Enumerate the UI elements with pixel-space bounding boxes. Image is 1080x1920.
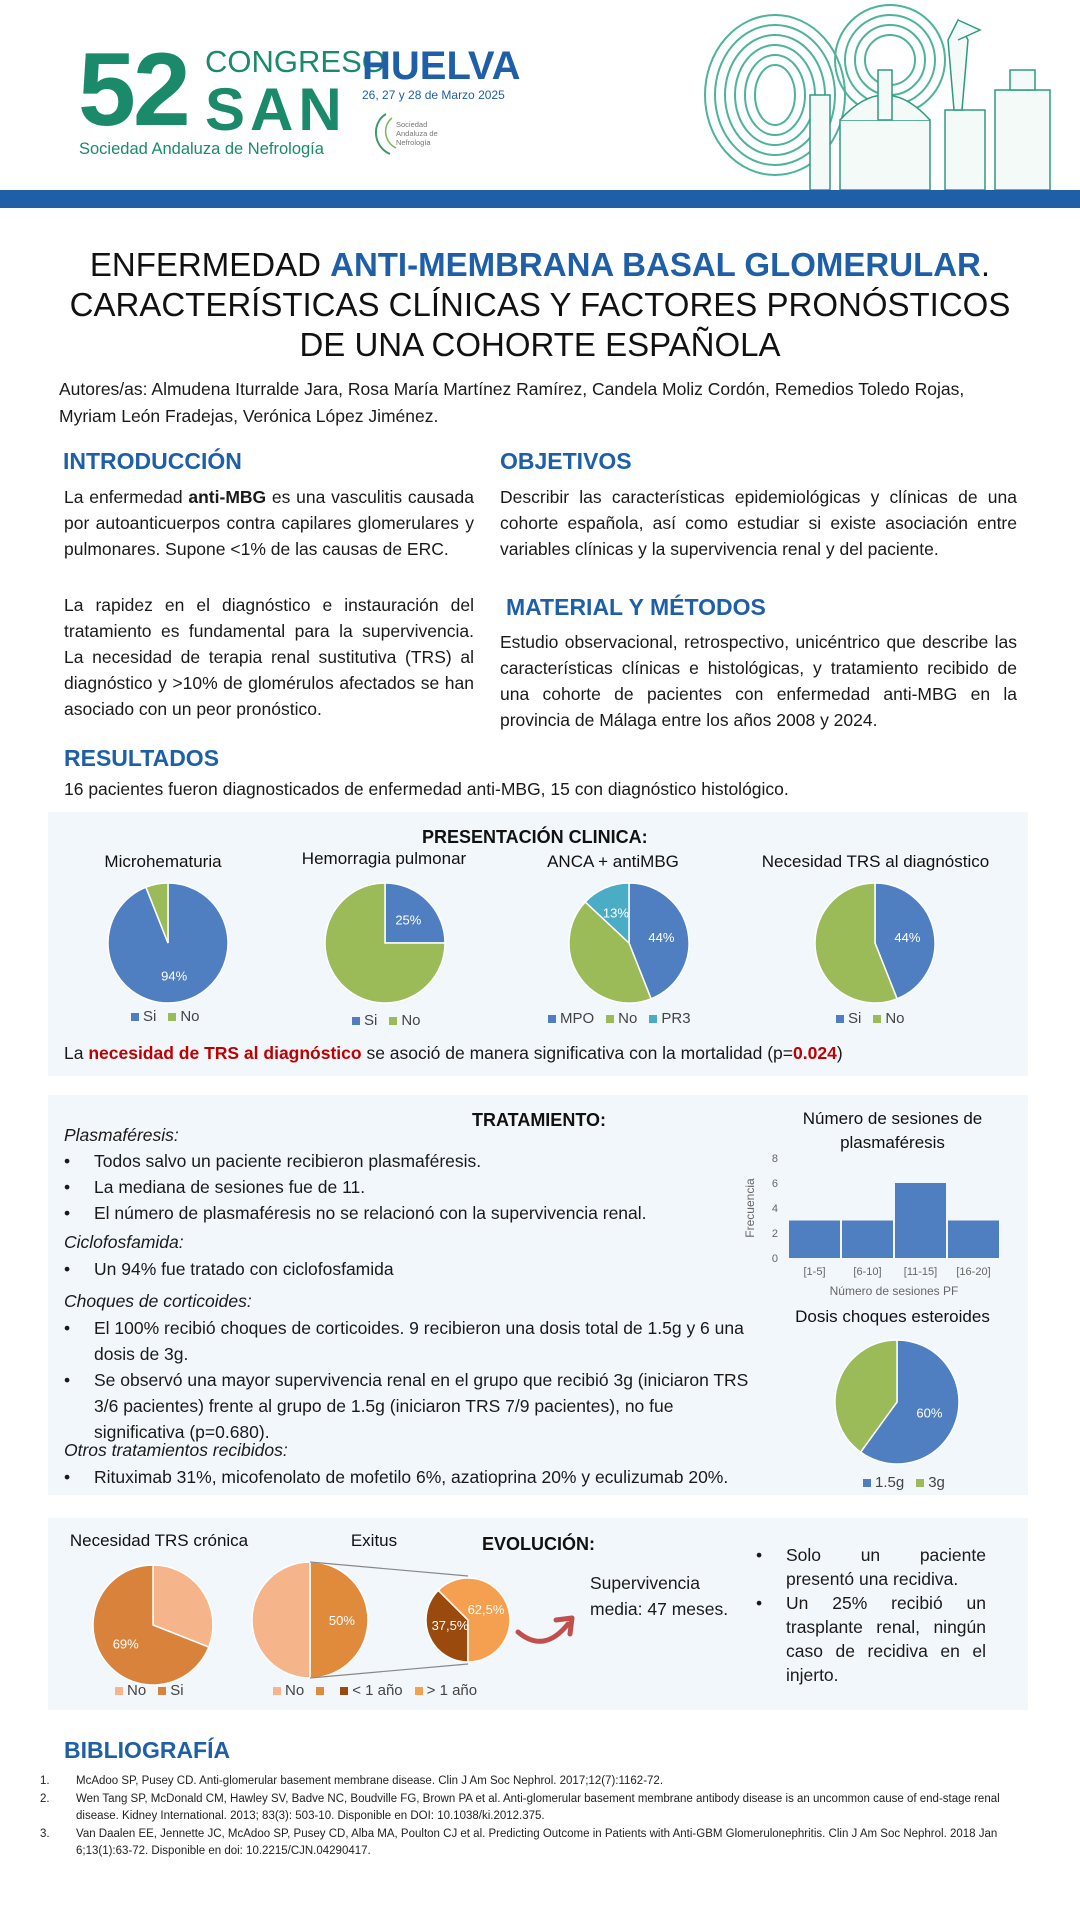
legend-item: [115, 1682, 146, 1699]
legend-item: [916, 1474, 945, 1491]
list-item: • Solo un paciente presentó una recidiva.: [756, 1543, 986, 1591]
list-item: 2. Wen Tang SP, McDonald CM, Hawley SV, Badve NC, Boudville FG, Brown PA et al. Anti-glomerular basement membrane antibody disease is an uncommon cause of end-stage renal disease. Kidney International. 2013; 83(3): 503-10. Disponible en DOI: 10.1038/ki.2012.375.: [40, 1792, 1000, 1822]
hemorragia-pie-chart: [323, 881, 447, 1005]
legend-label: No: [618, 1010, 638, 1027]
legend-item: [415, 1682, 477, 1699]
trs-cronica-pie-chart: [91, 1563, 215, 1687]
intro-p2: La rapidez en el diagnóstico e instauración del tratamiento es fundamental para la supervivencia. La necesidad de terapia renal sustitutiva (TRS) al diagnóstico y >10% de glomérulos afectados se han asociado con un peor pronóstico.: [64, 595, 474, 719]
poster-title: ENFERMEDAD ANTI-MEMBRANA BASAL GLOMERULAR. CARACTERÍSTICAS CLÍNICAS Y FACTORES PRONÓSTICOS DE UNA COHORTE ESPAÑOLA: [69, 246, 1011, 363]
legend-label: No: [285, 1682, 305, 1699]
legend-swatch: [115, 1687, 123, 1695]
y-tick-label: 4: [771, 1203, 778, 1215]
plasma-heading: Plasmaféresis:: [64, 1125, 179, 1145]
y-tick-label: 0: [771, 1253, 778, 1265]
evolucion-list: [756, 1543, 986, 1687]
bar-1: [842, 1221, 893, 1259]
survival-text: Supervivencia media: 47 meses.: [590, 1573, 729, 1619]
header-band: [0, 190, 1080, 208]
sesiones-bar-chart: [740, 1150, 1010, 1310]
arrow-icon: [512, 1608, 582, 1648]
legend-item: [352, 1012, 377, 1029]
y-tick-label: 8: [771, 1153, 778, 1165]
microhematuria-pie-chart: [106, 881, 230, 1005]
legend-label: Si: [170, 1682, 184, 1699]
otros-list: [64, 1464, 784, 1490]
exitus-sub-label-lt1: 37,5%: [431, 1618, 469, 1633]
bibliografia-title: BIBLIOGRAFÍA: [64, 1737, 231, 1763]
legend-swatch: [158, 1687, 166, 1695]
microhematuria-title: Microhematuria: [104, 852, 222, 871]
legend-swatch: [352, 1017, 360, 1025]
list-item: • Rituximab 31%, micofenolato de mofetilo 6%, azatioprina 20% y eculizumab 20%.: [64, 1464, 784, 1490]
poster-header: [0, 0, 1080, 190]
y-tick-label: 2: [771, 1228, 778, 1240]
anca-legend: [548, 1010, 703, 1027]
cortico-list: [64, 1315, 754, 1445]
legend-swatch: [873, 1015, 881, 1023]
legend-item: [340, 1682, 402, 1699]
legend-item: [873, 1010, 904, 1027]
list-item: 3. Van Daalen EE, Jennette JC, McAdoo SP, Pusey CD, Alba MA, Poulton CJ et al. Predicting Outcome in Patients with Anti-GBM Glomerulonephritis. Clin J Am Soc Nephrol. 2018 Jan 6;13(1):63-72. Disponible en doi: 10.2215/CJN.04290417.: [40, 1827, 998, 1857]
society-name: Sociedad Andaluza de Nefrología: [79, 140, 324, 158]
congress-dates: 26, 27 y 28 de Marzo 2025: [362, 88, 505, 102]
pie2-data-label-2: 13%: [602, 905, 629, 921]
presentacion-note: La necesidad de TRS al diagnóstico se asoció de manera significativa con la mortalidad (p=0.024): [64, 1043, 843, 1063]
trs-cronica-legend: [115, 1682, 196, 1699]
legend-label: > 1 año: [426, 1682, 478, 1699]
legend-label: PR3: [661, 1010, 691, 1027]
dosis-legend: [863, 1474, 957, 1491]
legend-swatch: [316, 1687, 324, 1695]
list-item: • Un 94% fue tratado con ciclofosfamida: [64, 1256, 754, 1282]
x-tick-label: [16-20]: [956, 1266, 991, 1278]
y-axis-label: Frecuencia: [743, 1178, 757, 1238]
title-highlight: ANTI-MEMBRANA BASAL GLOMERULAR: [330, 246, 981, 283]
legend-item: [316, 1682, 328, 1699]
legend-item: [606, 1010, 637, 1027]
congress-name: SAN: [205, 76, 347, 143]
authors: Autores/as: Almudena Iturralde Jara, Rosa María Martínez Ramírez, Candela Moliz Cordón, Remedios Toledo Rojas, Myriam León Fradejas, Verónica López Jiménez.: [59, 379, 965, 426]
legend-swatch: [649, 1015, 657, 1023]
bar-3: [948, 1221, 999, 1259]
list-item: • Un 25% recibió un trasplante renal, ningún caso de recidiva en el injerto.: [756, 1591, 986, 1687]
legend-item: [158, 1682, 183, 1699]
legend-label: Si: [848, 1010, 862, 1027]
list-item: • Todos salvo un paciente recibieron plasmaféresis.: [64, 1148, 754, 1174]
sesiones-chart-title: Número de sesiones de plasmaféresis: [802, 1109, 983, 1152]
legend-swatch: [273, 1687, 281, 1695]
legend-swatch: [606, 1015, 614, 1023]
exitus-data-label: 50%: [328, 1613, 355, 1628]
legend-swatch: [415, 1687, 423, 1695]
dosis-chart-title: Dosis choques esteroides: [795, 1307, 990, 1326]
legend-swatch: [389, 1017, 397, 1025]
intro-title: INTRODUCCIÓN: [63, 448, 242, 474]
list-item: • El número de plasmaféresis no se relacionó con la supervivencia renal.: [64, 1200, 754, 1226]
legend-label: 1.5g: [875, 1474, 905, 1491]
ciclo-heading: Ciclofosfamida:: [64, 1232, 184, 1252]
y-tick-label: 6: [771, 1178, 778, 1190]
list-item: 1. McAdoo SP, Pusey CD. Anti-glomerular basement membrane disease. Clin J Am Soc Nephrol. 2017;12(7):1162-72.: [40, 1775, 664, 1787]
pie3-data-label-0: 44%: [894, 929, 921, 945]
legend-item: [168, 1008, 199, 1025]
legend-label: 3g: [928, 1474, 945, 1491]
plasma-list: [64, 1148, 754, 1226]
tratamiento-title: TRATAMIENTO:: [472, 1110, 606, 1130]
x-axis-label: Número de sesiones PF: [829, 1284, 959, 1298]
exitus-slice-no: [252, 1562, 310, 1678]
hemorragia-title: Hemorragia pulmonar: [301, 849, 467, 868]
hemorragia-legend: [352, 1012, 433, 1029]
list-item: • La mediana de sesiones fue de 11.: [64, 1174, 754, 1200]
legend-item: [649, 1010, 690, 1027]
resultados-title: RESULTADOS: [64, 745, 220, 771]
legend-item: [863, 1474, 904, 1491]
legend-swatch: [340, 1687, 348, 1695]
dosis-pie-chart: [833, 1338, 961, 1466]
legend-item: [389, 1012, 420, 1029]
x-tick-label: [6-10]: [853, 1266, 882, 1278]
metodos-text: Estudio observacional, retrospectivo, unicéntrico que describe las características clínicas e histológicas, y tratamiento recibido de una cohorte de pacientes con enfermedad anti-MBG en la provincia de Málaga entre los años 2008 y 2024.: [500, 632, 1017, 730]
x-tick-label: [11-15]: [903, 1266, 938, 1278]
exitus-sub-label-gt1: 62,5%: [467, 1602, 505, 1617]
legend-label: No: [885, 1010, 905, 1027]
metodos-title: MATERIAL Y MÉTODOS: [506, 594, 766, 620]
legend-label: < 1 año: [352, 1682, 403, 1699]
legend-label: No: [401, 1012, 421, 1029]
exitus-title: Exitus: [350, 1531, 398, 1550]
ciclo-list: [64, 1256, 754, 1282]
mini-logo-text: Sociedad Andaluza de Nefrología: [396, 120, 438, 147]
trs-diag-legend: [836, 1010, 917, 1027]
legend-label: No: [127, 1682, 147, 1699]
huelva-monuments-illustration: [690, 0, 1080, 190]
pie6-data-label-1: 69%: [112, 1636, 139, 1652]
objetivos-title: OBJETIVOS: [500, 448, 632, 474]
legend-item: [131, 1008, 156, 1025]
objetivos-text: Describir las características epidemiológicas y clínicas de una cohorte española, así como estudiar si existe asociación entre variables clínicas y la supervivencia renal y del paciente.: [500, 487, 1017, 559]
congress-city: HUELVA: [362, 44, 521, 88]
x-tick-label: [1-5]: [803, 1266, 826, 1278]
list-item: • El 100% recibió choques de corticoides. 9 recibieron una dosis total de 1.5g y 6 una dosis de 3g.: [64, 1315, 754, 1367]
anca-title: ANCA + antiMBG: [547, 852, 679, 871]
evolucion-title: EVOLUCIÓN:: [482, 1534, 596, 1554]
bar-0: [789, 1221, 840, 1259]
presentacion-title: PRESENTACIÓN CLINICA:: [422, 827, 648, 847]
legend-swatch: [836, 1015, 844, 1023]
bar-2: [895, 1183, 946, 1258]
congress-number: 52: [78, 32, 188, 148]
congress-word: CONGRESO: [205, 44, 386, 79]
trs-diag-title: Necesidad TRS al diagnóstico: [761, 852, 990, 871]
list-item: • Se observó una mayor supervivencia renal en el grupo que recibió 3g (iniciaron TRS 3/6 pacientes) frente al grupo de 1.5g (iniciaron TRS 7/9 pacientes), no fue significativa (p=0.680).: [64, 1367, 754, 1445]
legend-swatch: [916, 1479, 924, 1487]
cortico-heading: Choques de corticoides:: [64, 1291, 252, 1311]
pie1-data-label-0: 25%: [395, 912, 422, 928]
legend-swatch: [131, 1013, 139, 1021]
pie0-data-label-0: 94%: [161, 968, 188, 984]
legend-item: [548, 1010, 594, 1027]
legend-label: MPO: [560, 1010, 595, 1027]
legend-label: No: [180, 1008, 200, 1025]
legend-swatch: [863, 1479, 871, 1487]
intro-p1: La enfermedad anti-MBG es una vasculitis causada por autoanticuerpos contra capilares glomerulares y pulmonares. Supone <1% de las causas de ERC.: [64, 487, 474, 559]
trs-cronica-title: Necesidad TRS crónica: [69, 1531, 249, 1550]
bibliografia-list: [40, 1773, 1000, 1861]
legend-swatch: [548, 1015, 556, 1023]
exitus-legend: [273, 1682, 489, 1699]
pie2-data-label-0: 44%: [648, 929, 675, 945]
resultados-intro: 16 pacientes fueron diagnosticados de enfermedad anti-MBG, 15 con diagnóstico histológico.: [64, 779, 789, 799]
legend-item: [273, 1682, 304, 1699]
anca-pie-chart: [567, 881, 691, 1005]
microhematuria-legend: [131, 1008, 212, 1025]
legend-label: Si: [143, 1008, 157, 1025]
otros-heading: Otros tratamientos recibidos:: [64, 1440, 288, 1460]
legend-swatch: [168, 1013, 176, 1021]
trs-diag-pie-chart: [813, 881, 937, 1005]
pie5-data-label-0: 60%: [916, 1405, 943, 1421]
legend-item: [836, 1010, 861, 1027]
legend-label: Si: [364, 1012, 378, 1029]
